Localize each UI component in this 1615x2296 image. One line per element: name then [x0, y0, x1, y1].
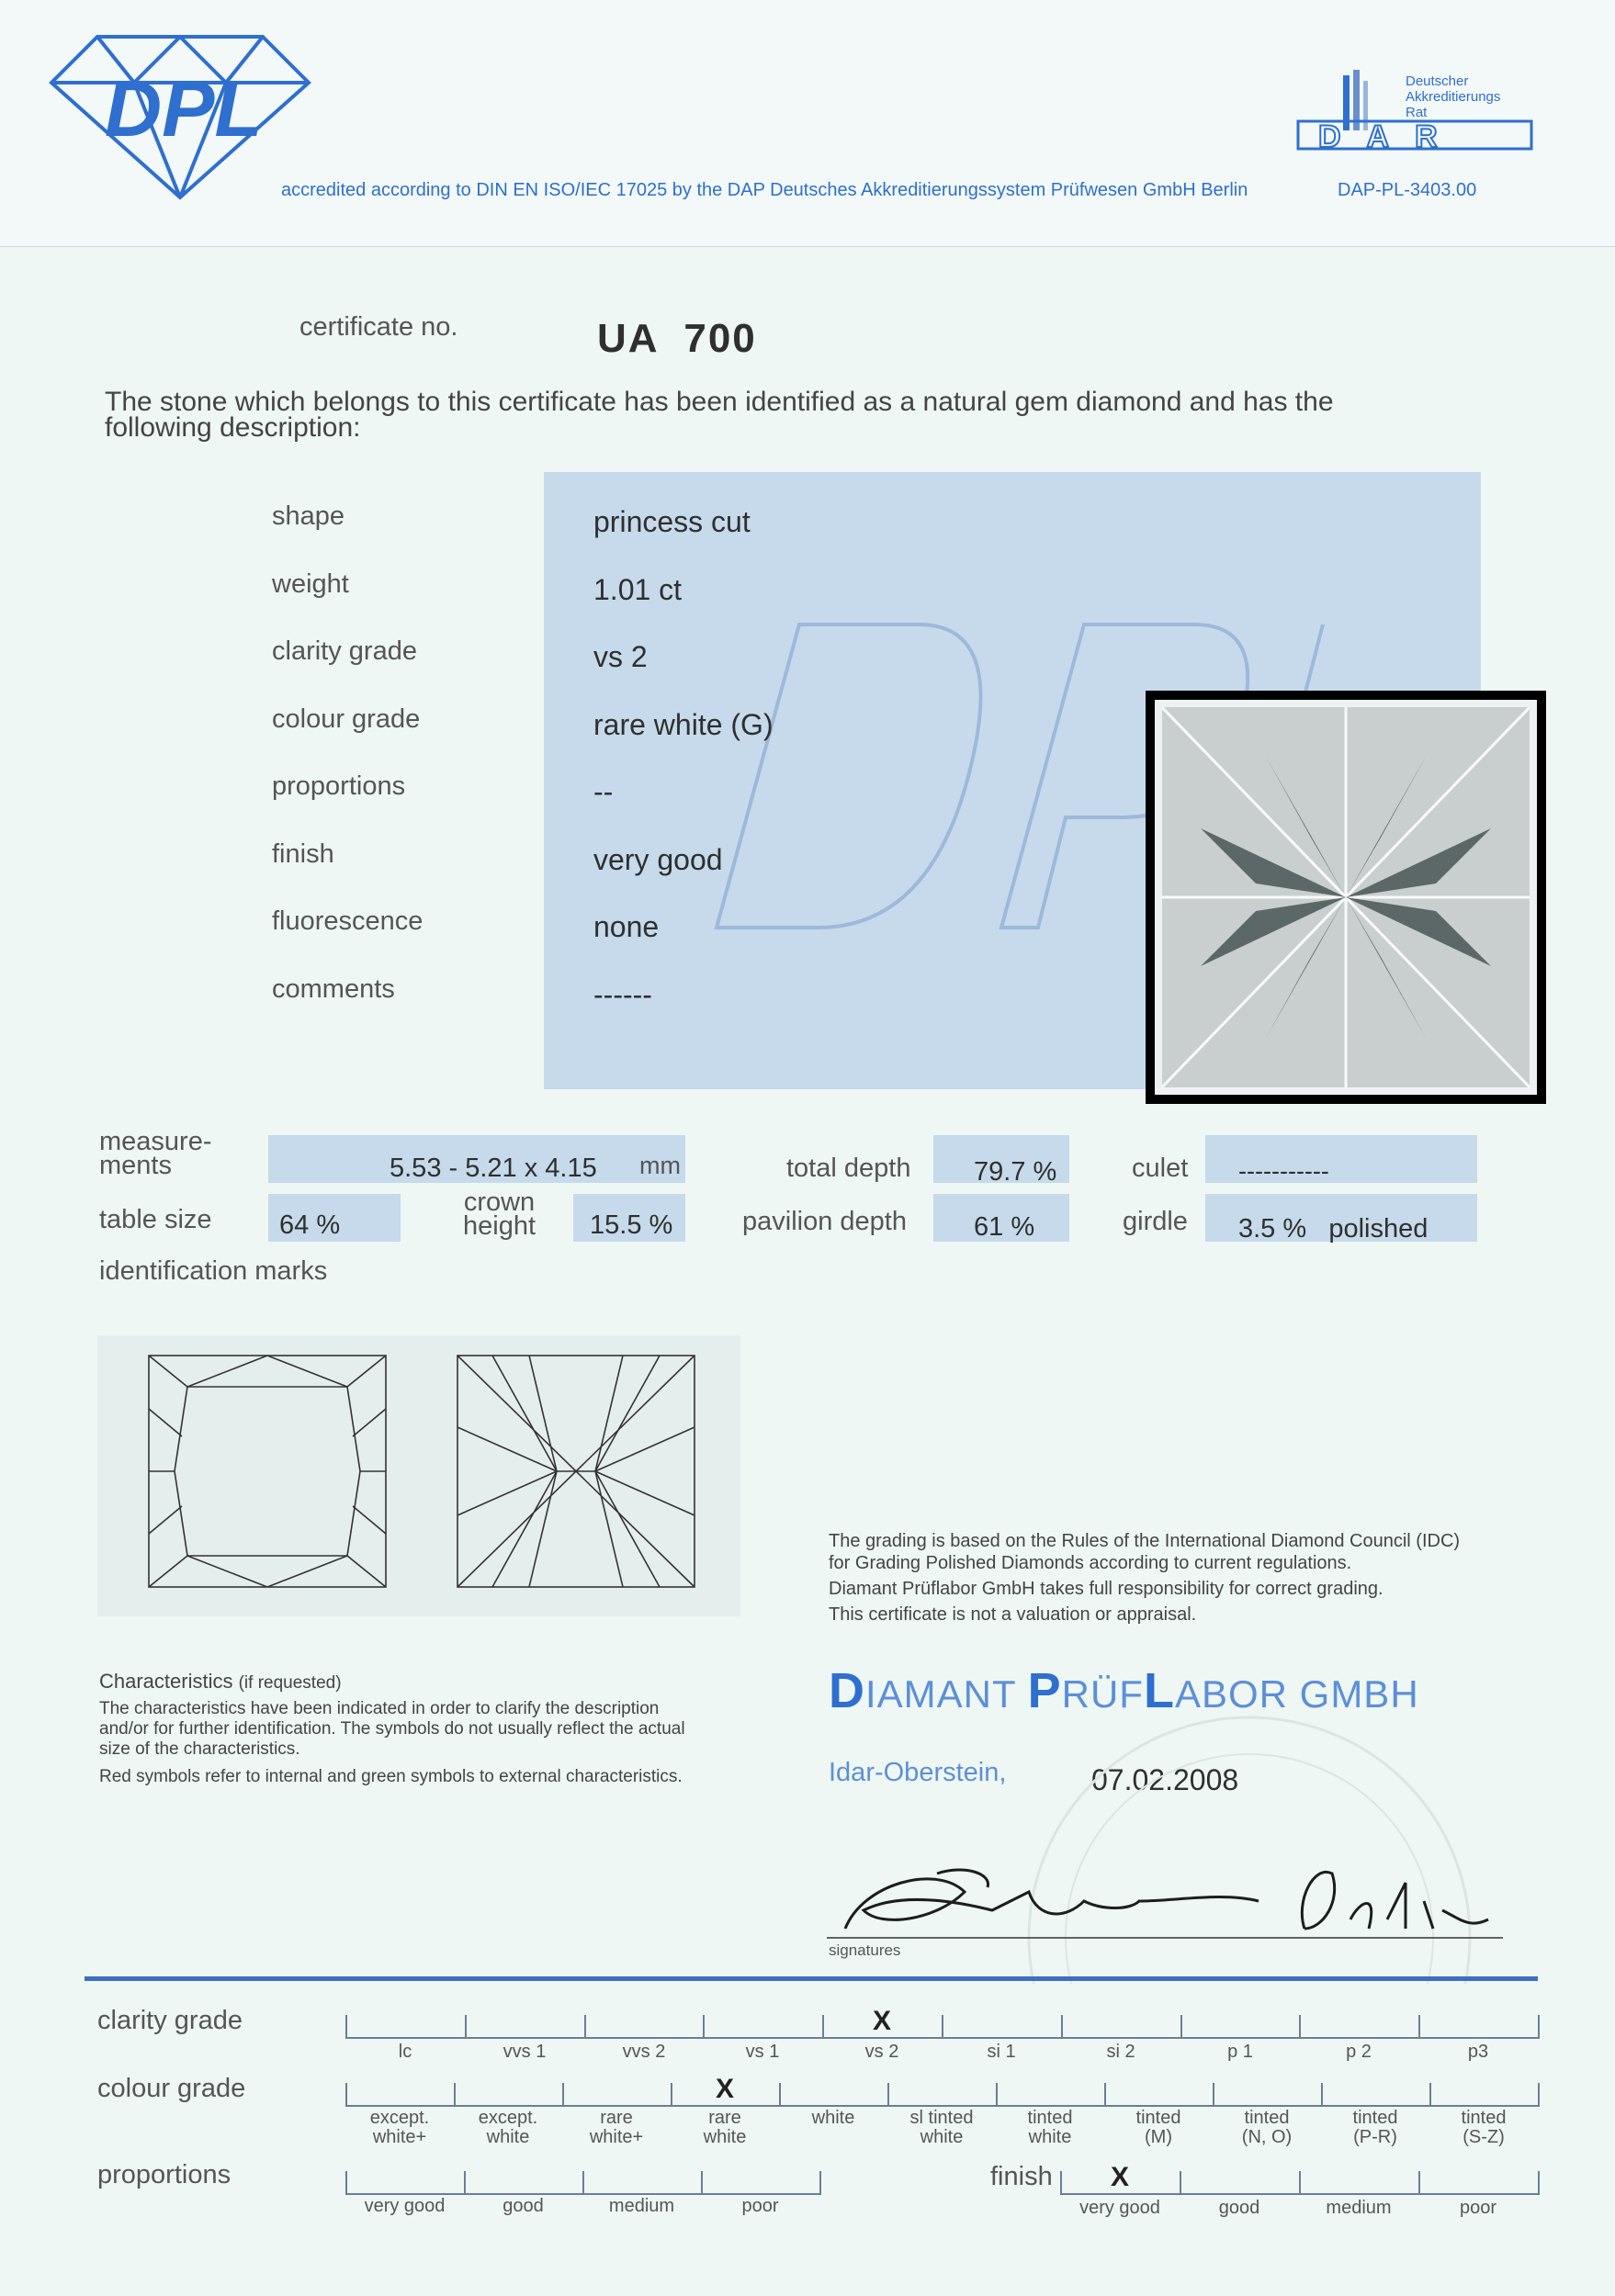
characteristics-text: The characteristics have been indicated in order to clarify the description and/or for further identification. The symbols do not usually reflect the actual size of the characteristics. Red symbols refer to internal and green symbols to external characteristics. — [99, 1699, 685, 1786]
colour-scale-tick — [779, 2083, 781, 2107]
finish-selected-mark: X — [1111, 2162, 1130, 2192]
colour-scale-option: rare white+ — [589, 2108, 644, 2147]
lab-name: DIAMANT PRÜFLABOR GMBH — [829, 1663, 1419, 1718]
dap-number: DAP-PL-3403.00 — [1338, 180, 1477, 200]
scales-divider — [85, 1976, 1538, 1981]
colour-scale-tick — [1104, 2083, 1106, 2107]
crown-height-label: crown height — [463, 1187, 536, 1241]
finish-scale-option: medium — [1326, 2198, 1392, 2218]
colour-scale-tick — [1321, 2083, 1323, 2107]
description-label-colour-grade: colour grade — [272, 704, 421, 734]
proportions-scale-option: good — [503, 2196, 544, 2216]
colour-scale-option: tinted (S-Z) — [1461, 2108, 1507, 2147]
finish-scale-tick — [1538, 2171, 1540, 2195]
description-value-weight: 1.01 ct — [593, 573, 683, 606]
clarity-scale-tick — [465, 2015, 467, 2039]
clarity-scale-option: vvs 1 — [503, 2042, 547, 2062]
description-label-shape: shape — [272, 501, 345, 531]
colour-scale-option: sl tinted white — [909, 2108, 974, 2147]
proportions-scale-tick — [582, 2171, 584, 2195]
proportions-scale-tick — [345, 2171, 347, 2195]
description-label-proportions: proportions — [272, 771, 406, 801]
clarity-selected-mark: X — [873, 2006, 892, 2036]
svg-text:DPL: DPL — [105, 65, 263, 153]
clarity-scale-tick — [703, 2015, 705, 2039]
colour-scale-option: tinted (M) — [1135, 2108, 1181, 2147]
colour-scale-tick — [887, 2083, 889, 2107]
description-label-clarity-grade: clarity grade — [272, 636, 417, 666]
clarity-scale-option: si 2 — [1106, 2042, 1135, 2062]
finish-scale-tick — [1060, 2171, 1062, 2195]
crown-view-diagram-icon — [147, 1354, 388, 1589]
total-depth-value: 79.7 % — [974, 1157, 1057, 1187]
colour-scale-tick — [1213, 2083, 1214, 2107]
description-value-proportions: -- — [593, 775, 614, 808]
svg-text:DAR: DAR — [1318, 119, 1463, 154]
certificate-no-value: UA 700 — [597, 316, 757, 361]
clarity-scale-option: p 1 — [1227, 2042, 1253, 2062]
intro-text: The stone which belongs to this certificate has been identified as a natural gem diamond and has the following description: — [105, 387, 1334, 443]
finish-scale-label: finish — [990, 2162, 1053, 2191]
clarity-scale-tick — [822, 2015, 824, 2039]
finish-scale-option: very good — [1079, 2198, 1160, 2218]
description-label-weight: weight — [272, 569, 349, 599]
total-depth-label: total depth — [786, 1154, 911, 1183]
clarity-scale-option: si 1 — [987, 2042, 1016, 2062]
measurements-value: 5.53 - 5.21 x 4.15 — [390, 1154, 597, 1183]
colour-selected-mark: X — [716, 2074, 735, 2104]
description-label-finish: finish — [272, 839, 334, 869]
girdle-label: girdle — [1123, 1207, 1188, 1236]
clarity-scale-tick — [584, 2015, 586, 2039]
colour-scale-line — [345, 2105, 1538, 2107]
clarity-scale-option: p3 — [1467, 2042, 1489, 2062]
colour-scale-tick — [671, 2083, 672, 2107]
clarity-scale-tick — [1299, 2015, 1301, 2039]
finish-scale-tick — [1418, 2171, 1420, 2195]
description-value-finish: very good — [593, 843, 723, 876]
colour-scale-label: colour grade — [97, 2074, 246, 2103]
dpl-diamond-logo-icon — [33, 18, 327, 202]
description-value-comments: ------ — [593, 978, 652, 1011]
proportions-scale-tick — [819, 2171, 821, 2195]
characteristics-title: Characteristics (if requested) — [99, 1670, 342, 1693]
clarity-scale-option: p 2 — [1346, 2042, 1372, 2062]
certificate-date: 07.02.2008 — [1091, 1763, 1239, 1796]
accreditation-text: accredited according to DIN EN ISO/IEC 17025 by the DAP Deutsches Akkreditierungssystem Prüfwesen GmbH Berlin — [281, 180, 1248, 200]
colour-scale-tick — [345, 2083, 347, 2107]
table-size-value: 64 % — [279, 1210, 341, 1240]
clarity-scale-tick — [1061, 2015, 1063, 2039]
colour-scale-option: tinted (P-R) — [1352, 2108, 1398, 2147]
crown-height-value: 15.5 % — [590, 1210, 673, 1240]
clarity-scale-tick — [1538, 2015, 1540, 2039]
identification-marks-label: identification marks — [99, 1256, 328, 1286]
girdle-value: 3.5 % polished — [1238, 1214, 1429, 1244]
colour-scale-option: except. white — [478, 2108, 538, 2147]
clarity-scale-option: lc — [398, 2042, 412, 2062]
colour-scale-tick — [996, 2083, 998, 2107]
colour-scale-tick — [454, 2083, 456, 2107]
dar-name: Deutscher Akkreditierungs Rat — [1406, 73, 1501, 120]
diamond-photo-icon — [1155, 700, 1537, 1095]
description-value-shape: princess cut — [593, 505, 751, 538]
finish-scale-option: good — [1218, 2198, 1260, 2218]
table-size-label: table size — [99, 1205, 212, 1234]
finish-scale-tick — [1299, 2171, 1301, 2195]
clarity-scale-option: vvs 2 — [622, 2042, 666, 2062]
colour-scale-option: white — [811, 2108, 855, 2128]
description-value-clarity-grade: vs 2 — [593, 640, 648, 673]
proportions-scale-tick — [701, 2171, 703, 2195]
colour-scale-option: except. white+ — [369, 2108, 430, 2147]
proportions-scale-label: proportions — [97, 2160, 232, 2189]
certificate-no-label: certificate no. — [299, 312, 458, 342]
proportions-scale-option: medium — [608, 2196, 675, 2216]
colour-scale-tick — [1538, 2083, 1540, 2107]
clarity-scale-option: vs 2 — [864, 2042, 899, 2062]
clarity-scale-tick — [942, 2015, 943, 2039]
colour-scale-option: rare white — [703, 2108, 747, 2147]
pavilion-depth-value: 61 % — [974, 1212, 1035, 1242]
lab-city: Idar-Oberstein, — [829, 1758, 1007, 1787]
proportions-scale-tick — [464, 2171, 466, 2195]
finish-scale-option: poor — [1459, 2198, 1497, 2218]
description-value-colour-grade: rare white (G) — [593, 708, 774, 741]
colour-scale-tick — [562, 2083, 564, 2107]
grading-note: The grading is based on the Rules of the International Diamond Council (IDC) for Grading Polished Diamonds according to current regulations. Diamant Prüflabor GmbH takes full responsibility for correct grading. This certificate is not a valuation or appraisal. — [829, 1531, 1461, 1625]
clarity-scale-label: clarity grade — [97, 2006, 243, 2035]
description-label-comments: comments — [272, 974, 395, 1004]
signatures-icon — [827, 1846, 1503, 1947]
clarity-scale-tick — [345, 2015, 347, 2039]
proportions-scale-option: poor — [741, 2196, 779, 2216]
measurements-label: measure- ments — [99, 1127, 212, 1180]
culet-value: ----------- — [1238, 1157, 1329, 1185]
description-value-fluorescence: none — [593, 910, 660, 943]
pavilion-depth-label: pavilion depth — [742, 1207, 907, 1236]
finish-scale-tick — [1180, 2171, 1181, 2195]
description-label-fluorescence: fluorescence — [272, 906, 424, 936]
proportions-scale-option: very good — [364, 2196, 446, 2216]
colour-scale-option: tinted (N, O) — [1241, 2108, 1293, 2147]
clarity-scale-option: vs 1 — [745, 2042, 780, 2062]
signatures-label: signatures — [829, 1941, 901, 1959]
culet-label: culet — [1132, 1154, 1189, 1183]
clarity-scale-tick — [1180, 2015, 1182, 2039]
colour-scale-option: tinted white — [1027, 2108, 1073, 2147]
clarity-scale-tick — [1418, 2015, 1420, 2039]
colour-scale-tick — [1429, 2083, 1431, 2107]
measurements-unit: mm — [639, 1152, 681, 1179]
pavilion-view-diagram-icon — [456, 1354, 696, 1589]
